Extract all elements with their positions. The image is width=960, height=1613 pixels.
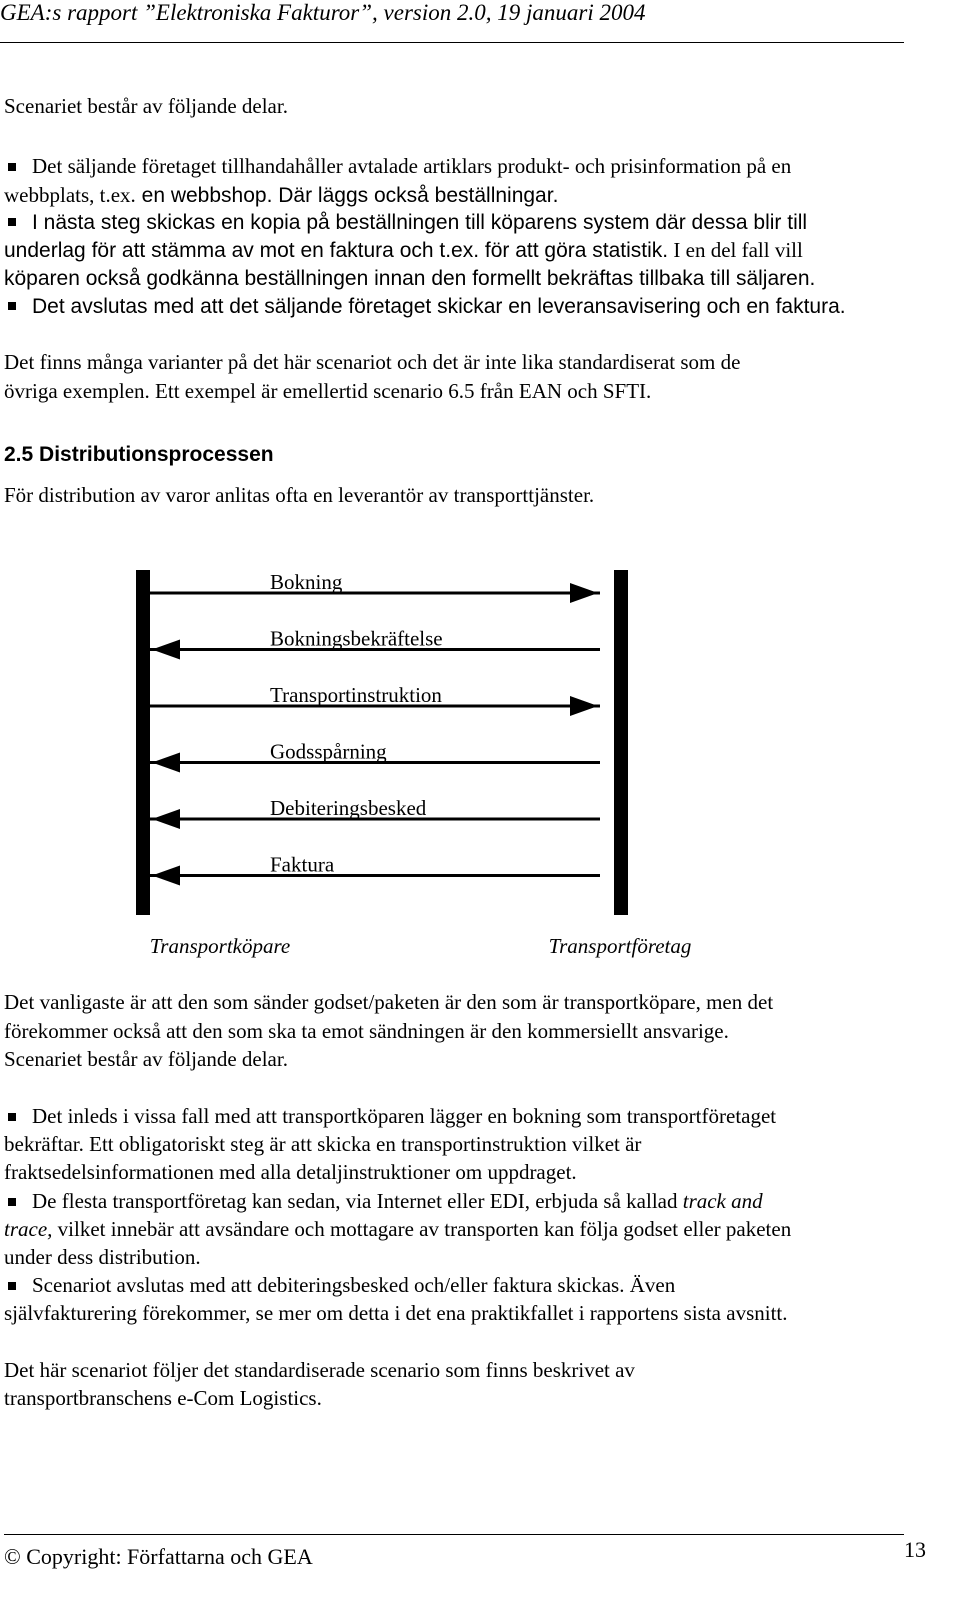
arrow-right-icon bbox=[570, 696, 598, 716]
sequence-diagram bbox=[0, 560, 960, 980]
bullet-text: I en del fall vill bbox=[668, 238, 803, 262]
bullet-continuation: bekräftar. Ett obligatoriskt steg är att skicka en transportinstruktion vilket är bbox=[4, 1132, 642, 1156]
bullet-square-icon bbox=[8, 218, 16, 226]
bullet-continuation bbox=[4, 1215, 924, 1244]
left-lifeline bbox=[136, 570, 150, 915]
paragraph-line: Det vanligaste är att den som sänder godset/paketen är den som är transportköpare, men det bbox=[4, 990, 774, 1014]
paragraph-line: transportbranschens e-Com Logistics. bbox=[4, 1386, 322, 1410]
arrow-left-icon bbox=[152, 809, 180, 829]
bullet-text: Det avslutas med att det säljande företaget skickar en leveransavisering och en faktura. bbox=[32, 295, 846, 318]
message-label: Transportinstruktion bbox=[270, 683, 442, 707]
bullet-continuation bbox=[4, 264, 924, 293]
message-label: Bokning bbox=[270, 570, 343, 594]
actor-label-left: Transportköpare bbox=[149, 934, 291, 958]
actor-label-right: Transportföretag bbox=[548, 934, 692, 958]
header-title: GEA:s rapport ”Elektroniska Fakturor”, version 2.0, 19 januari 2004 bbox=[0, 0, 646, 25]
section-heading: 2.5 Distributionsprocessen bbox=[4, 443, 274, 466]
bullet-continuation: fraktsedelsinformationen med alla detaljinstruktioner om uppdraget. bbox=[4, 1160, 577, 1184]
bullet-square-icon bbox=[8, 1198, 16, 1206]
paragraph-line: För distribution av varor anlitas ofta en leverantör av transporttjänster. bbox=[4, 483, 595, 507]
bullet-text: en webbshop. Där läggs också beställningar. bbox=[135, 184, 559, 207]
bullet-item bbox=[4, 1102, 924, 1131]
bullet-continuation bbox=[4, 236, 924, 265]
bullet-square-icon bbox=[8, 1113, 16, 1121]
arrow-right-icon bbox=[570, 583, 598, 603]
message-label: Faktura bbox=[270, 852, 335, 877]
bullet-continuation: självfakturering förekommer, se mer om detta i det ena praktikfallet i rapportens sista avsnitt. bbox=[4, 1301, 788, 1325]
bullet-square-icon bbox=[8, 302, 16, 310]
paragraph-line: Det här scenariot följer det standardiserade scenario som finns beskrivet av bbox=[4, 1358, 635, 1382]
intro-text: Scenariet består av följande delar. bbox=[4, 94, 288, 118]
bullet-text: Scenariot avslutas med att debiteringsbesked och/eller faktura skickas. Även bbox=[32, 1273, 676, 1297]
sequence-diagram-svg bbox=[0, 560, 960, 980]
emphasis-text: trace, bbox=[4, 1217, 53, 1241]
header-rule bbox=[0, 42, 904, 43]
bullet-text: I nästa steg skickas en kopia på beställningen till köparens system där dessa blir till bbox=[32, 211, 808, 234]
paragraph-line: förekommer också att den som ska ta emot sändningen är den kommersiellt ansvarige. bbox=[4, 1019, 729, 1043]
bullet-square-icon bbox=[8, 163, 16, 171]
paragraph-line: övriga exemplen. Ett exempel är emellertid scenario 6.5 från EAN och SFTI. bbox=[4, 379, 652, 403]
bullet-text: underlag för att stämma av mot en faktura och t.ex. för att göra statistik. bbox=[4, 239, 669, 262]
bullet-text: köparen också godkänna beställningen innan den formellt bekräftas tillbaka till säljaren. bbox=[4, 267, 816, 290]
bullet-item bbox=[4, 152, 924, 181]
page-header bbox=[0, 0, 904, 46]
bullet-text: Det inleds i vissa fall med att transportköparen lägger en bokning som transportföretaget bbox=[32, 1104, 777, 1128]
arrow-left-icon bbox=[152, 640, 180, 660]
bullet-square-icon bbox=[8, 1282, 16, 1290]
bullet-text: vilket innebär att avsändare och mottagare av transporten kan följa godset eller paketen bbox=[52, 1217, 792, 1241]
bullet-text: Det säljande företaget tillhandahåller avtalade artiklars produkt- och prisinformation på en bbox=[32, 154, 792, 178]
footer-copyright: © Copyright: Författarna och GEA bbox=[4, 1544, 313, 1569]
footer-rule bbox=[4, 1534, 904, 1535]
page-number: 13 bbox=[904, 1537, 926, 1562]
message-label: Bokningsbekräftelse bbox=[270, 626, 443, 651]
bullet-item bbox=[4, 292, 924, 321]
bullet-continuation bbox=[4, 181, 924, 210]
bullet-item bbox=[4, 1187, 924, 1216]
bullet-item bbox=[4, 1271, 924, 1300]
arrow-left-icon bbox=[152, 753, 180, 773]
bullet-continuation: under dess distribution. bbox=[4, 1245, 201, 1269]
bullet-item bbox=[4, 208, 924, 237]
bullet-text: De flesta transportföretag kan sedan, via Internet eller EDI, erbjuda så kallad bbox=[32, 1189, 683, 1213]
bullet-text: webbplats, t.ex. bbox=[4, 183, 136, 207]
emphasis-text: track and bbox=[682, 1189, 763, 1213]
paragraph-line: Det finns många varianter på det här scenariot och det är inte lika standardiserat som de bbox=[4, 350, 741, 374]
arrow-left-icon bbox=[152, 866, 180, 886]
message-label: Debiteringsbesked bbox=[270, 796, 427, 820]
paragraph-line: Scenariet består av följande delar. bbox=[4, 1047, 288, 1071]
message-label: Godsspårning bbox=[270, 739, 387, 764]
right-lifeline bbox=[614, 570, 628, 915]
